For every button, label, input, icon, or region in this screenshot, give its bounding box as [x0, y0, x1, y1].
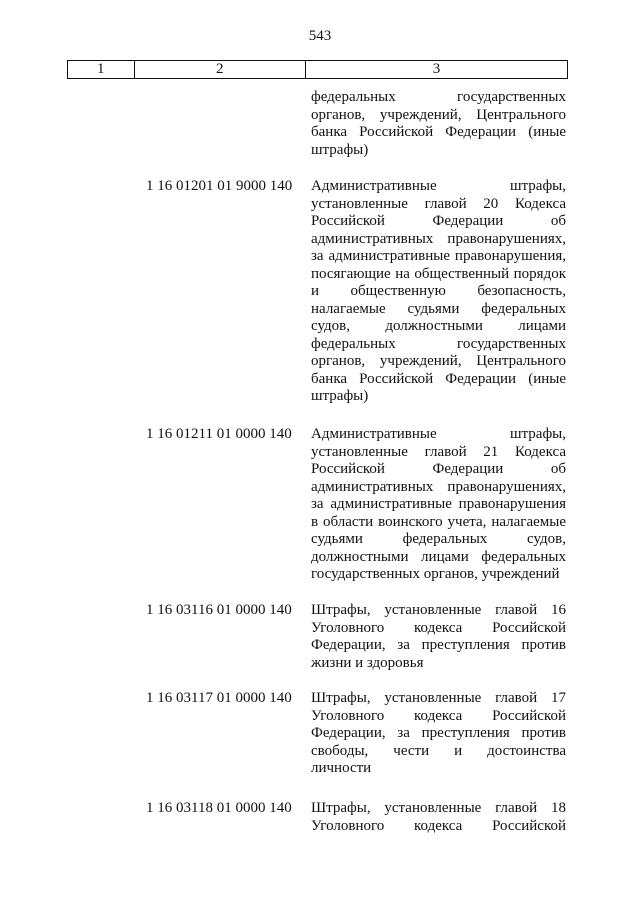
- budget-code: 1 16 01211 01 0000 140: [146, 426, 292, 442]
- description-line: налагаемые судьями федеральных: [311, 300, 566, 317]
- budget-code: 1 16 03117 01 0000 140: [146, 690, 292, 706]
- description-line: Федерации, за преступления против: [311, 725, 566, 741]
- description-line: Российской Федерации об: [311, 213, 566, 229]
- page-number: 543: [308, 28, 332, 44]
- description-line: Российской Федерации об: [311, 461, 566, 477]
- description-line: Уголовного кодекса Российской: [311, 817, 566, 834]
- budget-code: 1 16 03118 01 0000 140: [146, 800, 292, 816]
- column-header-1: 1: [68, 61, 135, 79]
- description-line: посягающие на общественный порядок: [311, 265, 566, 282]
- description-line: административных правонарушениях,: [311, 478, 566, 495]
- description-line: установленные главой 20 Кодекса: [311, 195, 566, 212]
- entry-description: [311, 178, 566, 406]
- description-line: федеральных государственных: [311, 335, 566, 352]
- description-line: Штрафы, установленные главой 18: [311, 800, 566, 816]
- description-line: государственных органов, учреждений: [311, 566, 560, 582]
- description-line: личности: [311, 760, 372, 776]
- budget-code: 1 16 01201 01 9000 140: [146, 178, 293, 194]
- description-line: за административные правонарушения,: [311, 248, 566, 264]
- entry-description: [311, 426, 566, 584]
- description-line: Федерации, за преступления против: [311, 637, 566, 653]
- description-line: Административные штрафы,: [311, 178, 566, 194]
- table-header: [67, 60, 568, 79]
- entry-description: [311, 690, 566, 778]
- description-line: Административные штрафы,: [311, 426, 566, 442]
- description-line: должностными лицами федеральных: [311, 548, 566, 565]
- entry-description: [311, 800, 566, 835]
- description-line: в области воинского учета, налагаемые: [311, 513, 566, 530]
- description-line: органов, учреждений, Центрального: [311, 353, 566, 369]
- description-line: штрафы): [311, 141, 369, 158]
- description-line: жизни и здоровья: [311, 654, 424, 671]
- description-line: Уголовного кодекса Российской: [311, 707, 566, 724]
- description-line: и общественную безопасность,: [311, 283, 566, 299]
- entry-description: [311, 89, 566, 159]
- description-line: банка Российской Федерации (иные: [311, 124, 566, 140]
- entry-description: [311, 602, 566, 672]
- description-line: органов, учреждений, Центрального: [311, 106, 566, 123]
- description-line: установленные главой 21 Кодекса: [311, 443, 566, 460]
- description-line: Штрафы, установленные главой 16: [311, 602, 566, 618]
- column-header-2: 2: [134, 61, 306, 79]
- column-header-3: 3: [306, 61, 568, 79]
- description-line: федеральных государственных: [311, 89, 566, 105]
- description-line: административных правонарушениях,: [311, 230, 566, 247]
- budget-code: 1 16 03116 01 0000 140: [146, 602, 292, 618]
- description-line: Уголовного кодекса Российской: [311, 619, 566, 636]
- description-line: свободы, чести и достоинства: [311, 742, 566, 759]
- description-line: Штрафы, установленные главой 17: [311, 690, 566, 706]
- description-line: штрафы): [311, 388, 369, 404]
- description-line: банка Российской Федерации (иные: [311, 370, 566, 387]
- description-line: за административные правонарушения: [311, 496, 566, 512]
- description-line: судьями федеральных судов,: [311, 531, 566, 547]
- description-line: судов, должностными лицами: [311, 318, 566, 334]
